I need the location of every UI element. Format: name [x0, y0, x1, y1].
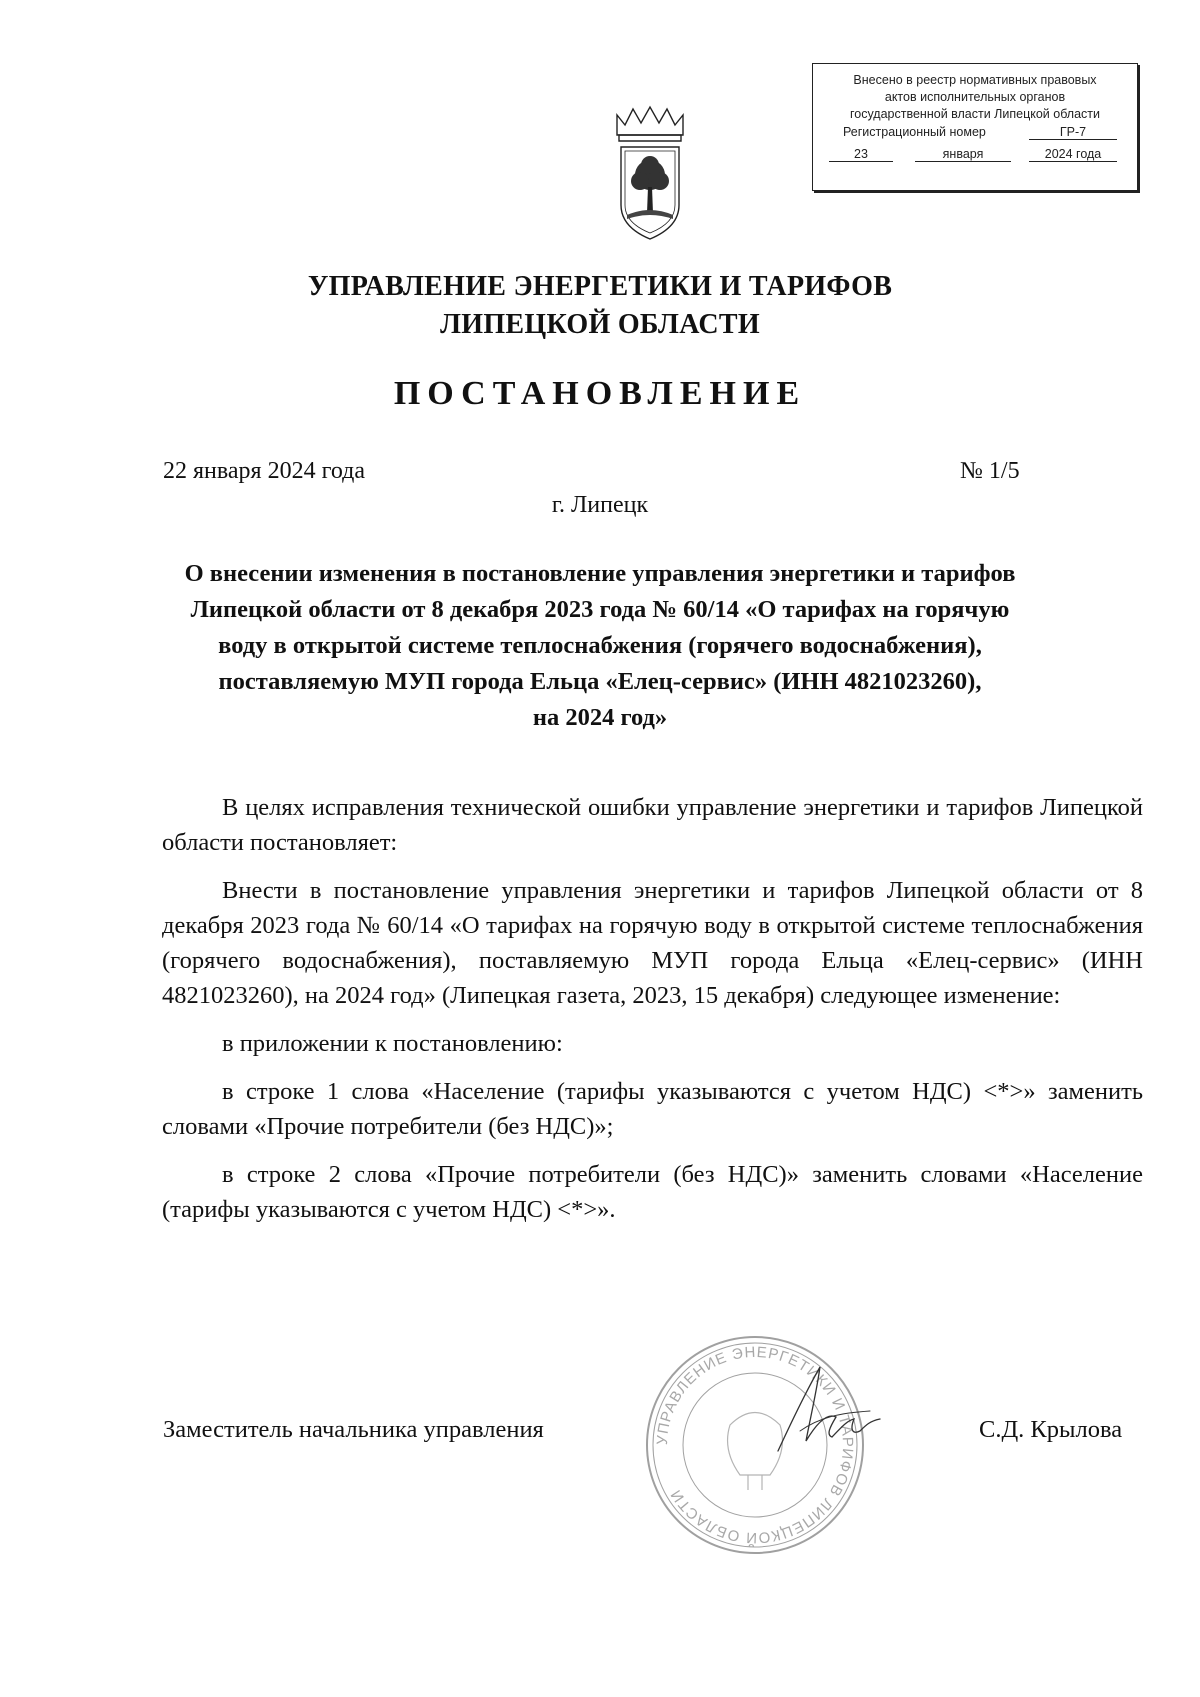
registration-line-3: государственной власти Липецкой области	[849, 107, 1101, 121]
document-subject	[150, 556, 1050, 736]
subject-line-2: Липецкой области от 8 декабря 2023 года № 60/14 «О тарифах на горячую	[190, 596, 1010, 623]
document-number: № 1/5	[960, 458, 1020, 484]
body-paragraph: в приложении к постановлению:	[222, 1030, 563, 1057]
registration-month: января	[915, 147, 1011, 162]
document-city: г. Липецк	[551, 492, 649, 518]
signatory-name: С.Д. Крылова	[979, 1416, 1123, 1443]
registration-stamp	[812, 63, 1138, 191]
signatory-title: Заместитель начальника управления	[163, 1416, 544, 1443]
document-body	[162, 790, 1143, 1240]
subject-line-5: на 2024 год»	[532, 704, 668, 731]
registration-year: 2024 года	[1029, 147, 1117, 162]
body-paragraph: В целях исправления технической ошибки управление энергетики и тарифов Липецкой области постановляет:	[162, 794, 1143, 856]
registration-day: 23	[829, 147, 893, 162]
organization-name-line-1: УПРАВЛЕНИЕ ЭНЕРГЕТИКИ И ТАРИФОВ	[307, 271, 893, 302]
subject-line-4: поставляемую МУП города Ельца «Елец-сервис» (ИНН 4821023260),	[218, 668, 982, 695]
coat-of-arms-icon	[611, 105, 689, 243]
organization-name-line-2: ЛИПЕЦКОЙ ОБЛАСТИ	[440, 309, 760, 340]
seal-text: УПРАВЛЕНИЕ ЭНЕРГЕТИКИ И ТАРИФОВ ЛИПЕЦКОЙ ОБЛАСТИ	[653, 1343, 857, 1547]
body-paragraph: Внести в постановление управления энергетики и тарифов Липецкой области от 8 декабря 2023 года № 60/14 «О тарифах на горячую воду в открытой системе теплоснабжения (горячего водоснабжения), поставляемую МУП города Ельца «Елец-сервис» (ИНН 4821023260), на 2024 год» (Липецкая газета, 2023, 15 декабря) следующее изменение:	[162, 877, 1143, 1009]
registration-number-row	[821, 125, 1129, 143]
registration-line-2: актов исполнительных органов	[884, 90, 1066, 104]
registration-number: ГР-7	[1029, 125, 1117, 140]
document-type: ПОСТАНОВЛЕНИЕ	[393, 375, 807, 412]
handwritten-signature	[770, 1355, 890, 1465]
registration-date-row	[821, 147, 1129, 165]
body-paragraph: в строке 2 слова «Прочие потребители (без НДС)» заменить словами «Население (тарифы указываются с учетом НДС) <*>».	[162, 1161, 1143, 1223]
registration-line-1: Внесено в реестр нормативных правовых	[853, 73, 1097, 87]
subject-line-3: воду в открытой системе теплоснабжения (горячего водоснабжения),	[218, 632, 982, 659]
registration-number-label: Регистрационный номер	[843, 125, 986, 139]
subject-line-1: О внесении изменения в постановление управления энергетики и тарифов	[184, 560, 1016, 587]
document-date: 22 января 2024 года	[163, 458, 366, 484]
organization-name	[0, 268, 1200, 344]
body-paragraph: в строке 1 слова «Население (тарифы указываются с учетом НДС) <*>» заменить словами «Прочие потребители (без НДС)»;	[162, 1078, 1143, 1140]
